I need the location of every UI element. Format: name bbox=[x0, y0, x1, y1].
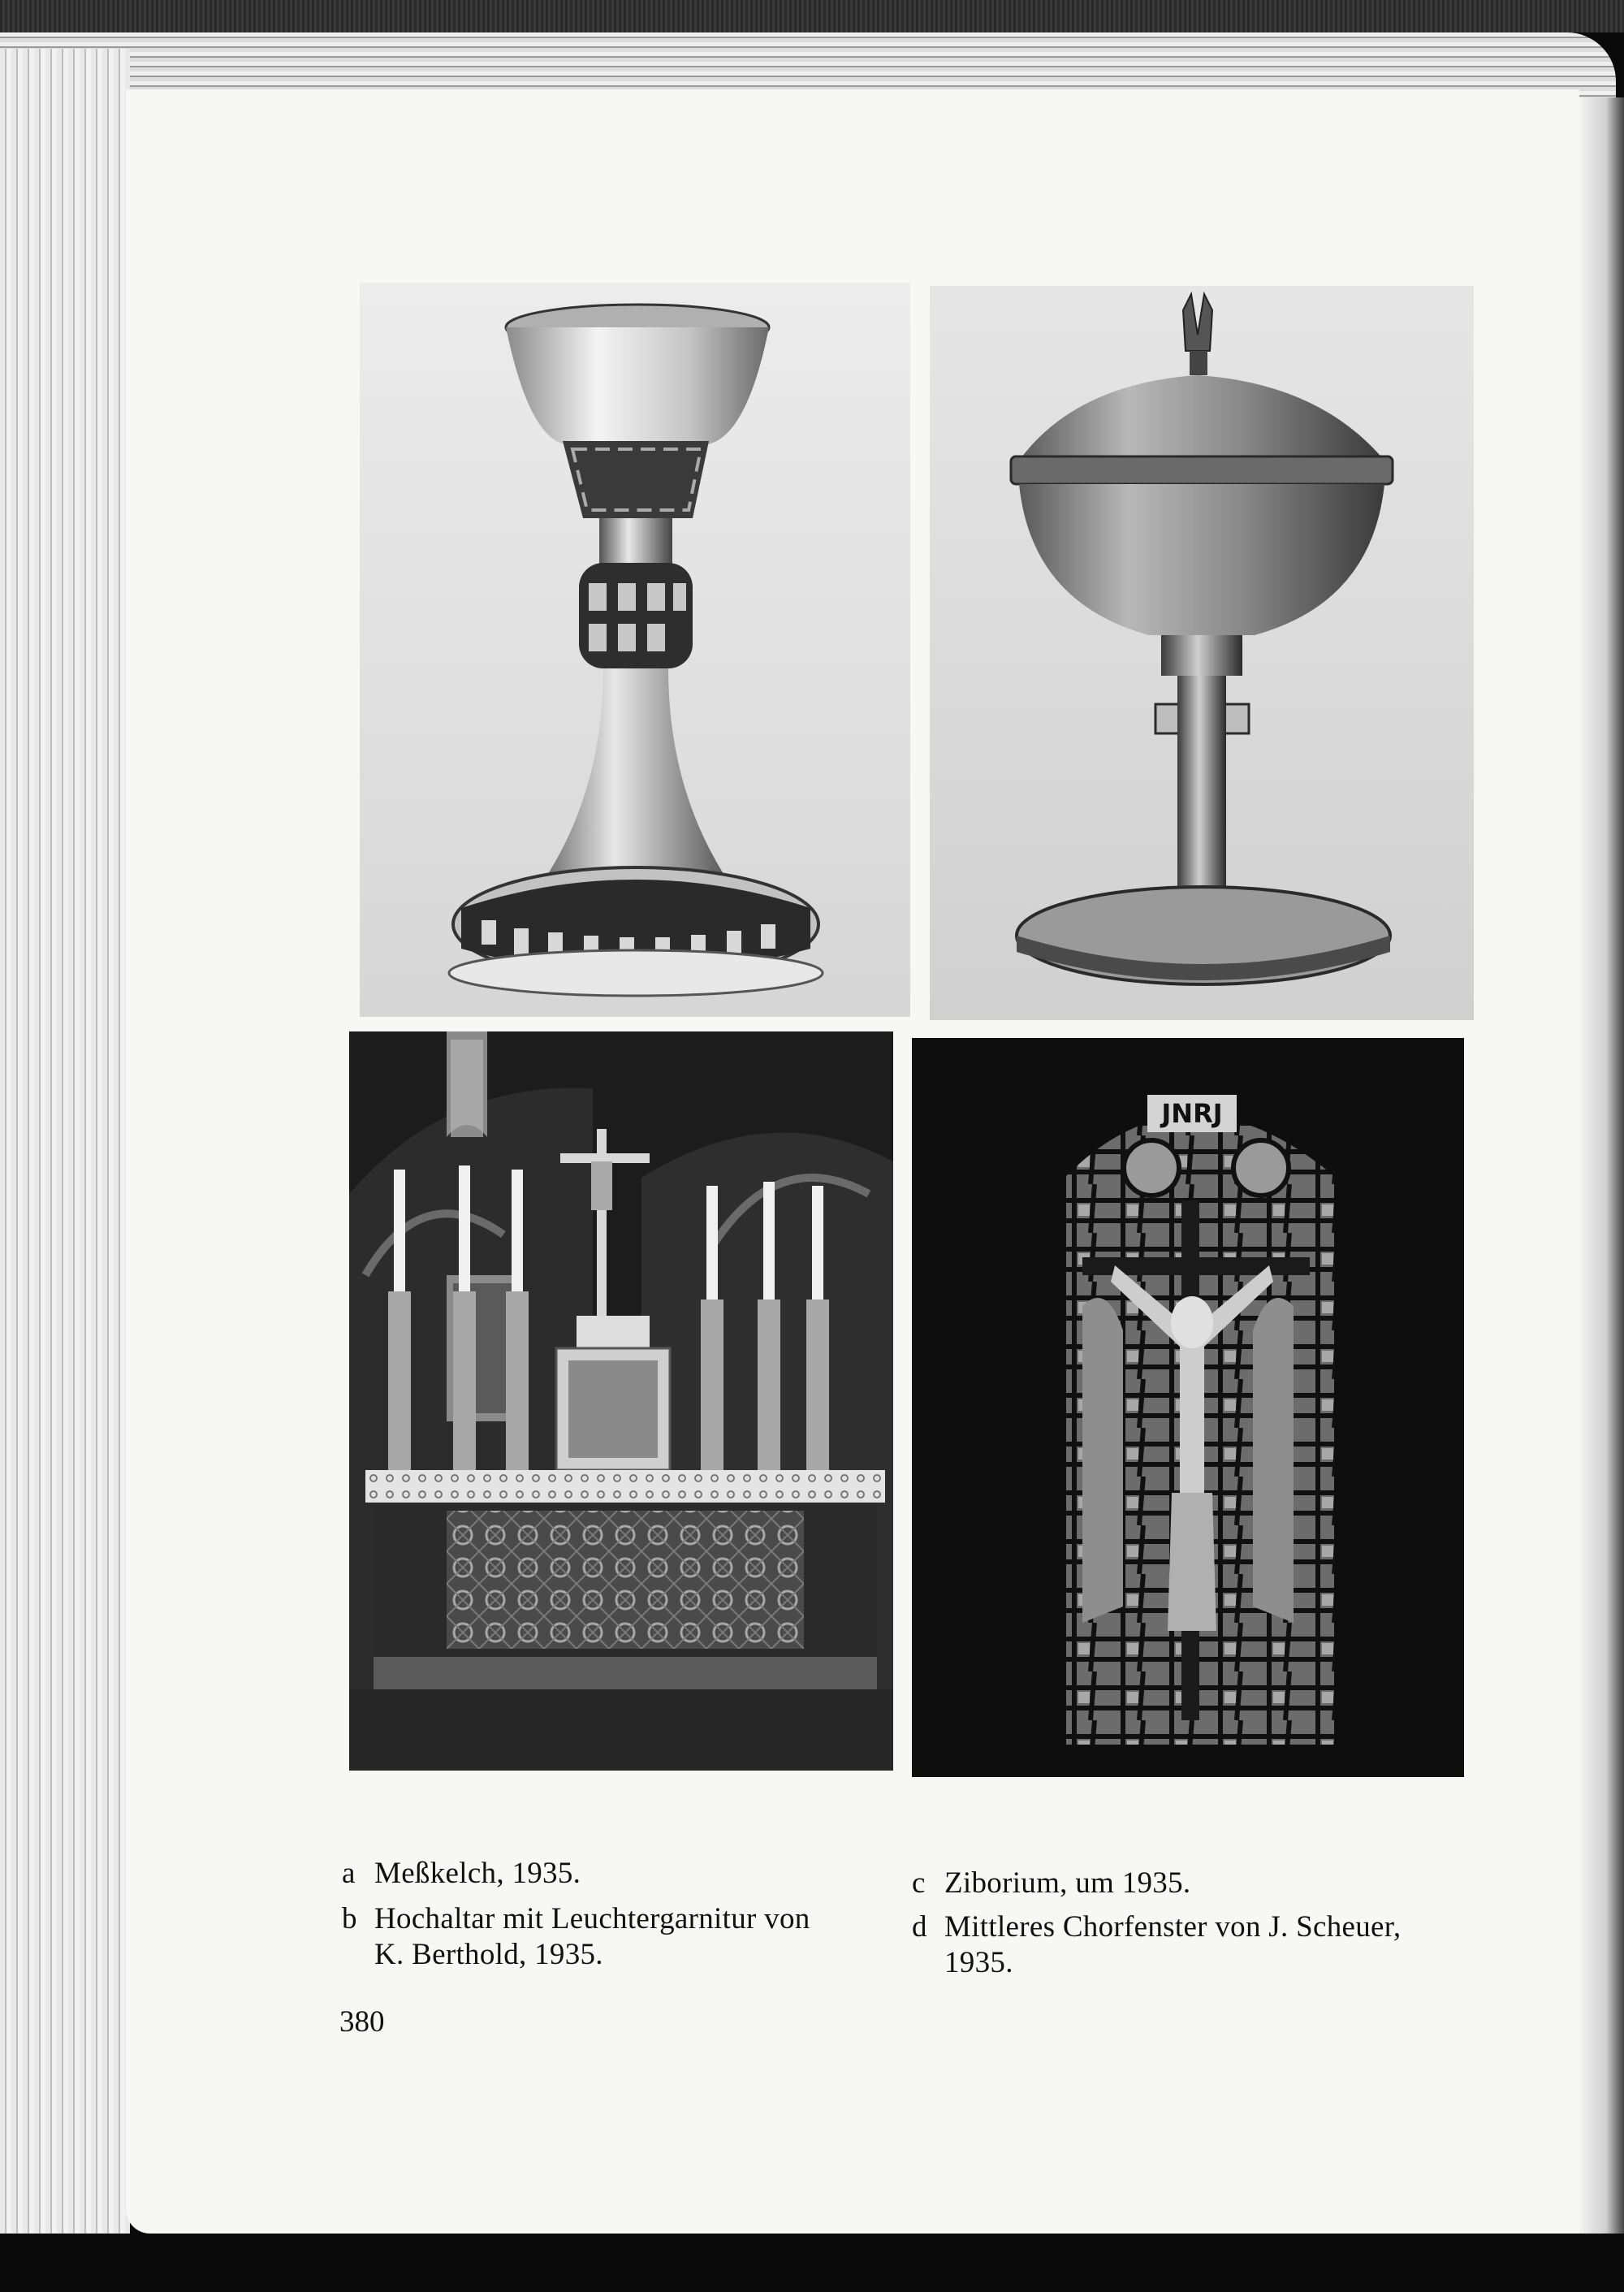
caption-d bbox=[912, 1910, 1472, 1983]
messkelch-photo bbox=[360, 283, 910, 1017]
caption-text: Ziborium, um 1935. bbox=[944, 1866, 1191, 1900]
caption-a bbox=[342, 1857, 764, 1893]
ziborium-photo bbox=[930, 286, 1474, 1020]
caption-b bbox=[342, 1902, 862, 1975]
chorfenster-photo bbox=[912, 1038, 1464, 1777]
page-number: 380 bbox=[339, 2005, 385, 2039]
caption-text-line2: 1935. bbox=[944, 1946, 1013, 1979]
book-edge-top bbox=[0, 0, 1624, 32]
page-stack-left bbox=[0, 49, 130, 2234]
caption-text: Mittleres Chorfenster von J. Scheuer, bbox=[944, 1910, 1402, 1944]
caption-letter: c bbox=[912, 1866, 926, 1900]
caption-letter: b bbox=[342, 1902, 357, 1935]
hochaltar-photo bbox=[349, 1031, 893, 1771]
window-inscription: JNRJ bbox=[1161, 1098, 1223, 1129]
caption-text-line2: K. Berthold, 1935. bbox=[374, 1938, 603, 1971]
caption-c bbox=[912, 1866, 1367, 1903]
caption-letter: d bbox=[912, 1910, 927, 1944]
caption-text: Meßkelch, 1935. bbox=[374, 1857, 581, 1890]
caption-letter: a bbox=[342, 1857, 356, 1890]
book-gutter-right bbox=[1579, 97, 1624, 2234]
caption-text: Hochaltar mit Leuchtergarnitur von bbox=[374, 1902, 810, 1935]
